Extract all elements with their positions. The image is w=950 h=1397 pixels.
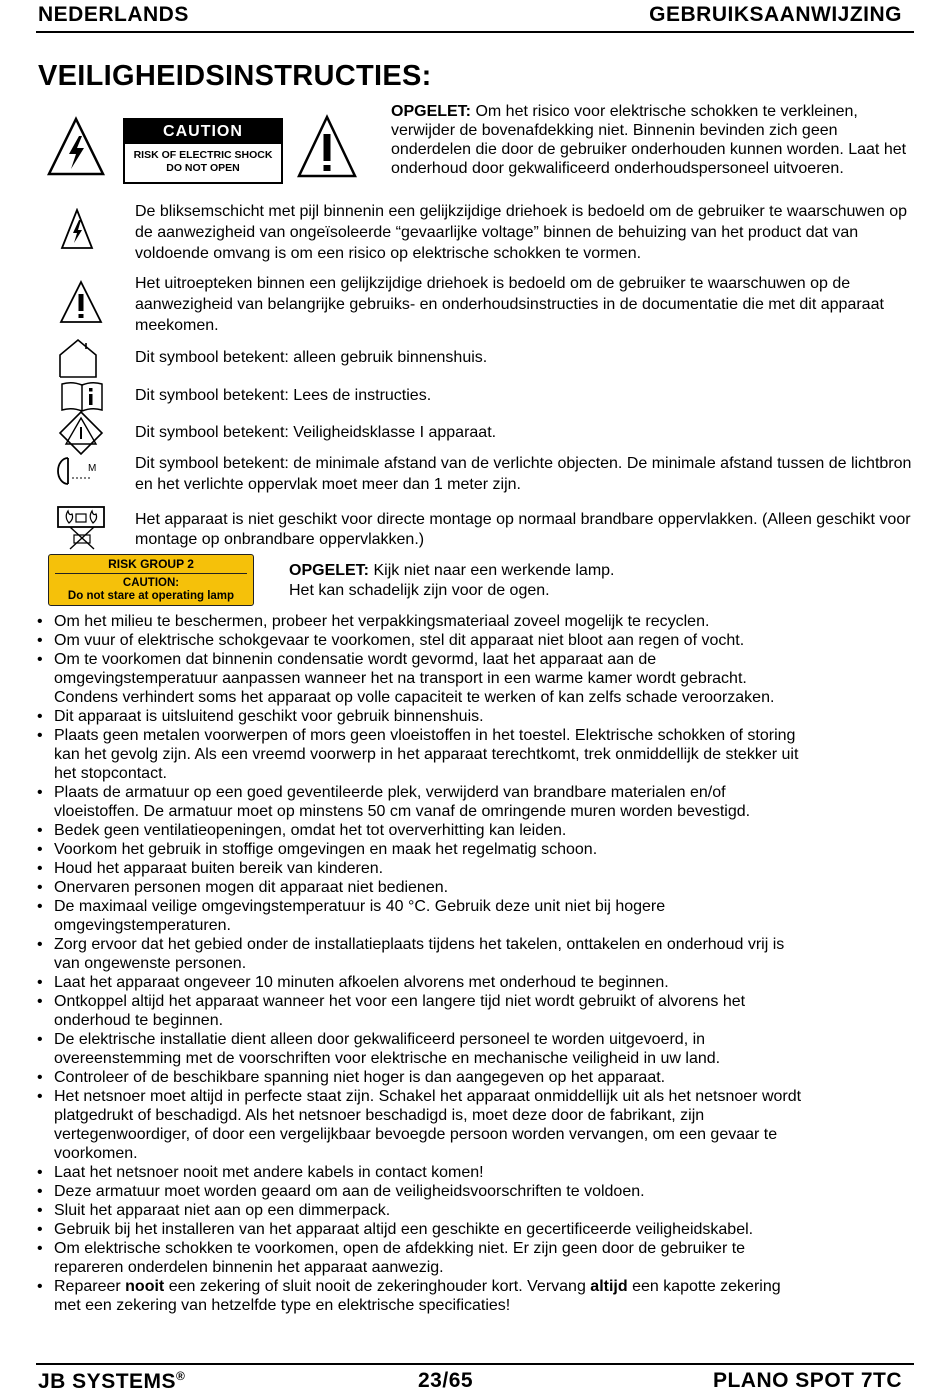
list-item: • Houd het apparaat buiten bereik van kinderen. — [36, 859, 916, 878]
page-title: VEILIGHEIDSINSTRUCTIES: — [38, 60, 432, 92]
symbol-description-manual: Dit symbool betekent: Lees de instructies. — [135, 387, 432, 404]
footer-model: PLANO SPOT 7TC — [712, 1369, 902, 1392]
list-item: • De elektrische installatie dient alleen door gekwalificeerd personeel te worden uitgevoerd, in overeenstemming met de voorschriften voor elektrische en mechanische veiligheid in uw land. — [36, 1030, 916, 1068]
footer-brand: JB SYSTEMS® — [38, 1369, 186, 1393]
list-item: • Sluit het apparaat niet aan op een dimmerpack. — [36, 1201, 916, 1220]
list-item: • Om elektrische schokken te voorkomen, open de afdekking niet. Er zijn geen door de gebruiker te repareren onderdelen binnenin het apparaat aanwezig. — [36, 1239, 916, 1277]
list-item: • Plaats geen metalen voorwerpen of mors geen vloeistoffen in het toestel. Elektrische schokken of storing kan het gevolg zijn. Als een vreemd voorwerp in het apparaat terechtkomt, trek onmiddellijk de stekker uit het stopcontact. — [36, 726, 916, 783]
lightning-triangle-icon — [60, 208, 94, 250]
lightning-triangle-icon — [46, 116, 106, 178]
symbol-description-exclamation: Het uitroepteken binnen een gelijkzijdige driehoek is bedoeld om de gebruiker te waarschuwen op de aanwezigheid van belangrijke gebruiks- en onderhoudsinstructies in de documentatie die met dit apparaat meekomen. — [135, 275, 884, 334]
safety-bullet-list — [36, 612, 916, 1315]
distance-label: M — [88, 463, 97, 474]
page-number: 23/65 — [418, 1369, 474, 1392]
caution-label-line1: RISK OF ELECTRIC SHOCK — [133, 149, 273, 161]
warning-intro-label: OPGELET: — [391, 103, 472, 120]
lamp-warning-line1: Kijk niet naar een werkende lamp. — [369, 562, 615, 579]
safety-class-icon — [58, 410, 104, 456]
warning-intro-text: Om het risico voor elektrische schokken te verkleinen, verwijder de bovenafdekking niet. Binnenin bevinden zich geen onderdelen die door de gebruiker onderhouden kunnen worden. Laat het onderhoud door gekwalificeerd onderhoudspersoneel uitvoeren. — [391, 103, 907, 177]
list-item: • Ontkoppel altijd het apparaat wanneer het voor een langere tijd niet wordt gebruikt of alvorens het onderhoud te beginnen. — [36, 992, 916, 1030]
lamp-warning-label: OPGELET: — [289, 562, 370, 579]
caution-label-head: CAUTION — [125, 120, 281, 144]
symbol-description-distance: Dit symbool betekent: de minimale afstand van de verlichte objecten. De minimale afstand tussen de lichtbron en het verlichte oppervlak moet meer dan 1 meter zijn. — [135, 455, 912, 493]
list-item: • Laat het netsnoer nooit met andere kabels in contact komen! — [36, 1163, 916, 1182]
warning-intro — [391, 102, 921, 178]
risk-group-label — [48, 554, 254, 606]
symbol-description-safety-class: Dit symbool betekent: Veiligheidsklasse I apparaat. — [135, 424, 497, 441]
list-item: • Gebruik bij het installeren van het apparaat altijd een geschikte en gecertificeerde veiligheidskabel. — [36, 1220, 916, 1239]
risk-group-title: RISK GROUP 2 — [108, 557, 194, 571]
lamp-warning — [289, 561, 614, 601]
list-item: • Laat het apparaat ongeveer 10 minuten afkoelen alvorens met onderhoud te beginnen. — [36, 973, 916, 992]
caution-label-line2: DO NOT OPEN — [166, 162, 240, 174]
caution-label — [123, 118, 283, 184]
risk-group-warning: Do not stare at operating lamp — [67, 590, 235, 602]
header-rule — [36, 31, 914, 33]
exclamation-triangle-icon — [59, 280, 103, 324]
exclamation-triangle-icon — [296, 114, 358, 180]
list-item: • Controleer of de beschikbare spanning niet hoger is dan aangegeven op het apparaat. — [36, 1068, 916, 1087]
list-item: • Dit apparaat is uitsluitend geschikt voor gebruik binnenshuis. — [36, 707, 916, 726]
house-icon — [56, 337, 100, 379]
list-item: • Voorkom het gebruik in stoffige omgevingen en maak het regelmatig schoon. — [36, 840, 916, 859]
list-item: • De maximaal veilige omgevingstemperatuur is 40 °C. Gebruik deze unit niet bij hogere omgevingstemperaturen. — [36, 897, 916, 935]
manual-info-icon — [60, 380, 104, 412]
list-item: • Bedek geen ventilatieopeningen, omdat het tot oververhitting kan leiden. — [36, 821, 916, 840]
list-item: • Onervaren personen mogen dit apparaat niet bedienen. — [36, 878, 916, 897]
risk-group-caution: CAUTION: — [122, 577, 180, 589]
list-item: • Deze armatuur moet worden geaard om aan de veiligheidsvoorschriften te voldoen. — [36, 1182, 916, 1201]
list-item: • Om vuur of elektrische schokgevaar te voorkomen, stel dit apparaat niet bloot aan regen of vocht. — [36, 631, 916, 650]
symbol-description-indoor: Dit symbool betekent: alleen gebruik binnenshuis. — [135, 349, 488, 366]
symbol-description-flammable: Het apparaat is niet geschikt voor directe montage op normaal brandbare oppervlakken. (Alleen geschikt voor montage op onbrandbare oppervlakken.) — [135, 511, 911, 548]
header-doc-type: GEBRUIKSAANWIJZING — [649, 3, 902, 26]
list-item: • Plaats de armatuur op een goed geventileerde plek, verwijderd van brandbare materialen en/of vloeistoffen. De armatuur moet op minstens 50 cm vanaf de omringende muren worden bevestigd. — [36, 783, 916, 821]
footer-rule — [36, 1363, 914, 1365]
list-item: • Zorg ervoor dat het gebied onder de installatieplaats tijdens het takelen, onttakelen en onderhoud vrij is van ongewenste personen. — [36, 935, 916, 973]
list-item: • Om het milieu te beschermen, probeer het verpakkingsmateriaal zoveel mogelijk te recyclen. — [36, 612, 916, 631]
header-language: NEDERLANDS — [38, 3, 189, 26]
lamp-warning-line2: Het kan schadelijk zijn voor de ogen. — [289, 582, 550, 599]
list-item: • Om te voorkomen dat binnenin condensatie wordt gevormd, laat het apparaat aan de omgevingstemperatuur aanpassen wanneer het na transport in een warme kamer wordt gebracht. Condens verhindert soms het apparaat op volle capaciteit te werken of kan zelfs schade veroorzaken. — [36, 650, 916, 707]
symbol-description-lightning: De bliksemschicht met pijl binnenin een gelijkzijdige driehoek is bedoeld om de gebruiker te waarschuwen op de aanwezigheid van ongeïsoleerde “gevaarlijke voltage” binnen de behuizing van het product dat van voldoende omvang is om een risico op elektrische schokken te vormen. — [135, 203, 907, 262]
list-item: • Repareer nooit een zekering of sluit nooit de zekeringhouder kort. Vervang altijd een kapotte zekering met een zekering van hetzelfde type en elektrische specificaties! — [36, 1277, 916, 1315]
flammable-surface-icon — [56, 505, 108, 551]
list-item: • Het netsnoer moet altijd in perfecte staat zijn. Schakel het apparaat onmiddellijk uit als het netsnoer wordt platgedrukt of beschadigd. Als het netsnoer beschadigd is, moet deze door de fabrikant, zijn vertegenwoordiger, of door een vergelijkbaar bevoegde persoon worden vervangen, om een gevaar te voorkomen. — [36, 1087, 916, 1163]
registered-mark: ® — [176, 1369, 186, 1383]
